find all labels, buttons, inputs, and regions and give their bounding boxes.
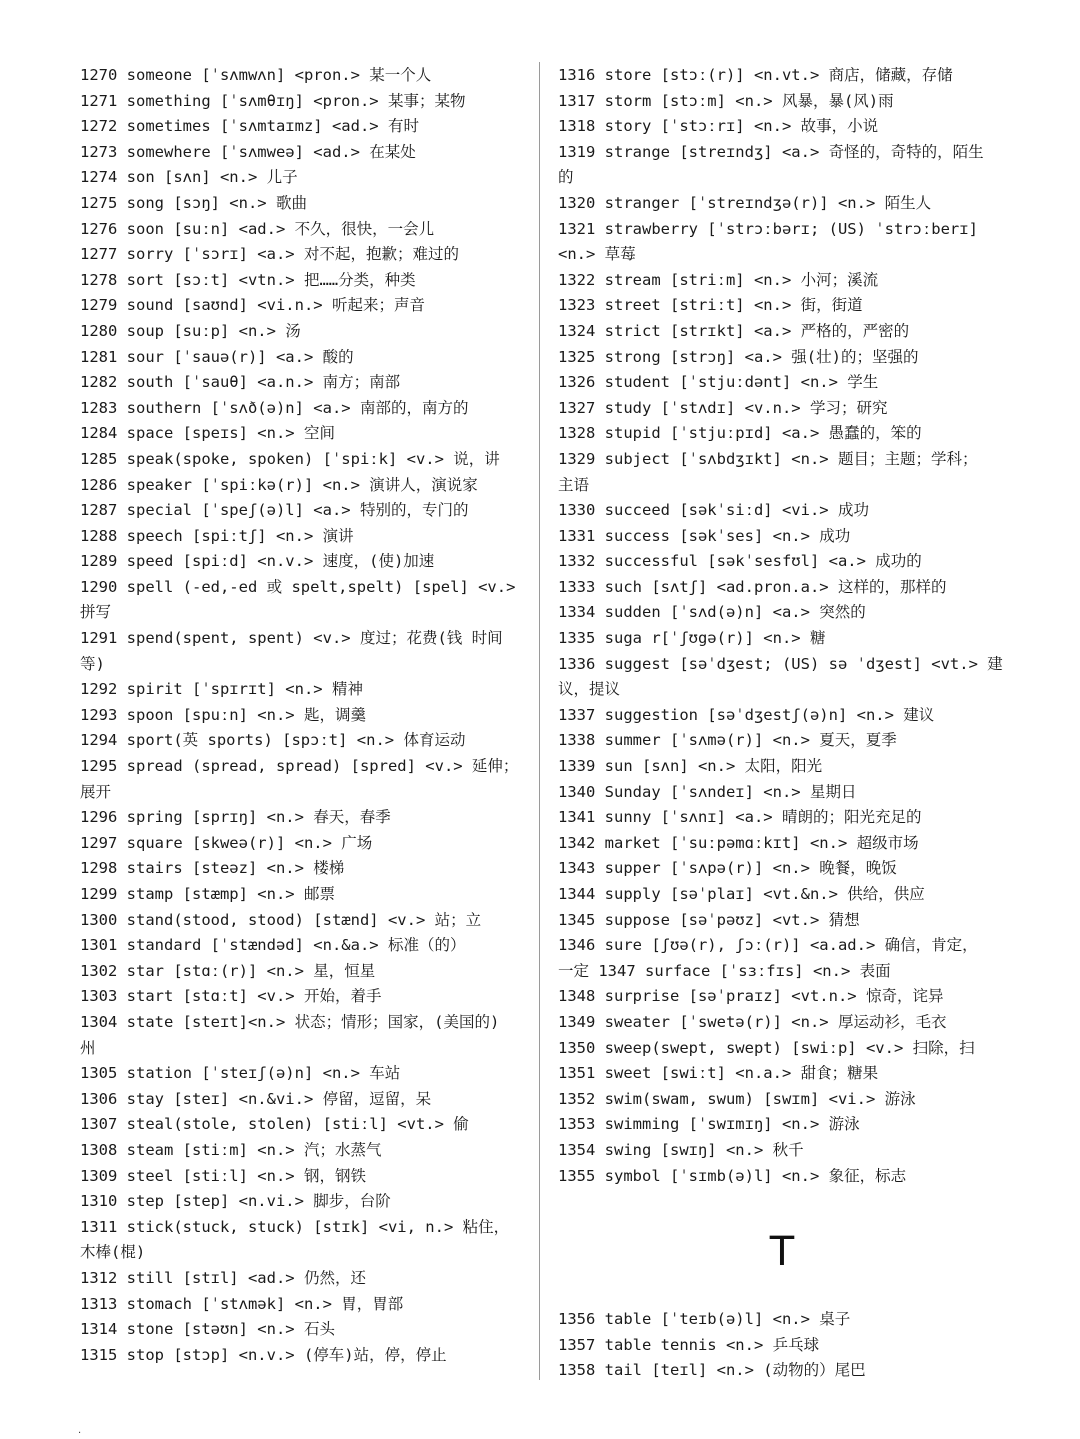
vocab-line: 1286 speaker [ˈspiːkə(r)] <n.> 演讲人，演说家 [80,475,478,494]
left-column [80,63,528,1368]
vocab-line: 1323 street [striːt] <n.> 街，街道 [558,296,863,315]
section-letter-heading: T [769,1229,795,1276]
vocab-line: <n.> 草莓 [558,245,636,264]
vocab-line: 1301 standard [ˈstændəd] <n.&a.> 标准（的） [80,936,466,955]
vocab-line: 1278 sort [sɔːt] <vtn.> 把……分类，种类 [80,270,416,289]
vocab-line: 1352 swim(swam, swum) [swɪm] <vi.> 游泳 [558,1089,916,1108]
vocab-line: 1273 somewhere [ˈsʌmweə] <ad.> 在某处 [80,142,416,161]
vocab-line: 1276 soon [suːn] <ad.> 不久，很快，一会儿 [80,219,435,238]
vocab-line: 1334 sudden [ˈsʌd(ə)n] <a.> 突然的 [558,603,866,622]
vocab-line: 1287 special [ˈspeʃ(ə)l] <a.> 特别的，专门的 [80,501,469,520]
vocab-line: 1342 market [ˈsuːpəmɑːkɪt] <n.> 超级市场 [558,833,919,852]
vocab-line: 拼写 [80,603,112,622]
vocab-line: 1332 successful [səkˈsesfʊl] <a.> 成功的 [558,552,922,571]
footer-mark: . [78,1425,82,1436]
vocab-line: 一定 1347 surface [ˈsɜːfɪs] <n.> 表面 [558,961,891,980]
vocab-line: 1336 suggest [səˈdʒest; (US) sə ˈdʒest] <vt.> 建 [558,654,1003,673]
vocab-line: 1288 speech [spiːtʃ] <n.> 演讲 [80,526,354,545]
vocab-line: 1296 spring [sprɪŋ] <n.> 春天，春季 [80,808,391,827]
vocab-line: 1328 stupid [ˈstjuːpɪd] <a.> 愚蠢的，笨的 [558,424,922,443]
vocab-line: 1300 stand(stood, stood) [stænd] <v.> 站；立 [80,910,482,929]
vocab-line: 1272 sometimes [ˈsʌmtaɪmz] <ad.> 有时 [80,117,419,136]
vocab-line: 1299 stamp [stæmp] <n.> 邮票 [80,885,335,903]
vocab-line: 1333 such [sʌtʃ] <ad.pron.a.> 这样的，那样的 [558,577,947,596]
vocab-line: 1307 steal(stole, stolen) [stiːl] <vt.> 偷 [80,1115,469,1134]
vocab-line: 1319 strange [streɪndʒ] <a.> 奇怪的，奇特的，陌生 [558,142,984,161]
vocab-line: 的 [558,168,574,187]
vocab-line: 1275 song [sɔŋ] <n.> 歌曲 [80,193,307,212]
vocab-line: 1291 spend(spent, spent) <v.> 度过；花费(钱 时间 [80,629,503,648]
vocab-line: 1277 sorry [ˈsɔrɪ] <a.> 对不起，抱歉；难过的 [80,245,459,264]
vocab-line: 1289 speed [spiːd] <n.v.> 速度，(使)加速 [80,552,435,571]
vocab-line: 1320 stranger [ˈstreɪndʒə(r)] <n.> 陌生人 [558,193,932,212]
vocab-line: 1279 sound [saʊnd] <vi.n.> 听起来；声音 [80,296,425,315]
vocab-line: 1349 sweater [ˈswetə(r)] <n.> 厚运动衫，毛衣 [558,1012,947,1031]
vocab-line: 1324 strict [strɪkt] <a.> 严格的，严密的 [558,321,910,340]
vocab-line: 1356 table [ˈteɪb(ə)l] <n.> 桌子 [558,1310,851,1329]
vocab-line: 1285 speak(spoke, spoken) [ˈspiːk] <v.> 说，讲 [80,449,500,468]
right-column-entries [558,63,1006,1189]
vocab-line: 1281 sour [ˈsauə(r)] <a.> 酸的 [80,347,354,366]
vocab-line: 1330 succeed [səkˈsiːd] <vi.> 成功 [558,501,869,520]
vocab-line: 1312 still [stɪl] <ad.> 仍然，还 [80,1268,366,1287]
vocab-line: 1354 swing [swɪŋ] <n.> 秋千 [558,1140,804,1159]
vocab-line: 1297 square [skweə(r)] <n.> 广场 [80,833,373,852]
vocab-line: 主语 [558,475,590,494]
vocab-line: 木棒(棍) [80,1243,146,1262]
right-column [558,63,1006,1384]
vocab-line: 1315 stop [stɔp] <n.v.> (停车)站，停，停止 [80,1345,447,1364]
vocab-line: 1280 soup [suːp] <n.> 汤 [80,321,301,340]
vocab-line: 1302 star [stɑː(r)] <n.> 星，恒星 [80,961,376,980]
vocab-line: 1326 student [ˈstjuːdənt] <n.> 学生 [558,373,879,392]
vocab-line: 1303 start [stɑːt] <v.> 开始，着手 [80,987,382,1006]
vocab-line: 1310 step [step] <n.vi.> 脚步，台阶 [80,1192,391,1211]
vocab-line: 1322 stream [striːm] <n.> 小河；溪流 [558,270,879,289]
vocab-line: 1290 spell (-ed,-ed 或 spelt,spelt) [spel] <v.> [80,577,516,596]
vocab-line: 1321 strawberry [ˈstrɔːbərɪ; (US) ˈstrɔːberɪ] [558,219,978,238]
vocab-line: 1329 subject [ˈsʌbdʒɪkt] <n.> 题目；主题；学科； [558,449,978,468]
vocab-line: 1311 stick(stuck, stuck) [stɪk] <vi, n.> 粘住， [80,1217,510,1236]
vocab-line: 1341 sunny [ˈsʌnɪ] <a.> 晴朗的；阳光充足的 [558,808,922,827]
vocab-line: 等) [80,654,105,673]
vocab-line: 1294 sport(英 sports) [spɔːt] <n.> 体育运动 [80,731,466,750]
vocab-line: 州 [80,1038,96,1057]
vocab-line: 议，提议 [558,680,621,699]
vocab-line: 展开 [80,782,112,801]
vocab-line: 1345 suppose [səˈpəʊz] <vt.> 猜想 [558,910,860,929]
vocab-line: 1270 someone [ˈsʌmwʌn] <pron.> 某一个人 [80,66,432,84]
column-divider [539,62,540,1380]
vocab-line: 1283 southern [ˈsʌð(ə)n] <a.> 南部的，南方的 [80,398,469,417]
vocab-line: 1353 swimming [ˈswɪmɪŋ] <n.> 游泳 [558,1115,860,1134]
vocab-line: 1340 Sunday [ˈsʌndeɪ] <n.> 星期日 [558,782,857,801]
vocab-line: 1331 success [səkˈses] <n.> 成功 [558,526,851,545]
vocab-line: 1316 store [stɔː(r)] <n.vt.> 商店，储藏，存储 [558,66,953,84]
vocab-line: 1325 strong [strɔŋ] <a.> 强(壮)的；坚强的 [558,347,919,366]
vocab-line: 1306 stay [steɪ] <n.&vi.> 停留，逗留，呆 [80,1089,432,1108]
vocab-line: 1292 spirit [ˈspɪrɪt] <n.> 精神 [80,680,363,699]
vocab-line: 1284 space [speɪs] <n.> 空间 [80,424,335,443]
vocab-line: 1346 sure [ʃʊə(r), ʃɔː(r)] <a.ad.> 确信，肯定， [558,936,978,955]
vocab-line: 1348 surprise [səˈpraɪz] <vt.n.> 惊奇，诧异 [558,987,944,1006]
vocab-line: 1282 south [ˈsauθ] <a.n.> 南方；南部 [80,373,401,392]
vocab-line: 1338 summer [ˈsʌmə(r)] <n.> 夏天，夏季 [558,731,897,750]
vocab-line: 1314 stone [stəʊn] <n.> 石头 [80,1320,335,1339]
vocab-line: 1357 table tennis <n.> 乒乓球 [558,1335,820,1354]
vocab-line: 1344 supply [səˈplaɪ] <vt.&n.> 供给，供应 [558,885,925,903]
vocab-line: 1271 something [ˈsʌmθɪŋ] <pron.> 某事；某物 [80,91,466,110]
vocab-line: 1350 sweep(swept, swept) [swiːp] <v.> 扫除，扫 [558,1038,975,1057]
vocab-line: 1313 stomach [ˈstʌmək] <n.> 胃，胃部 [80,1294,404,1313]
vocab-line: 1295 spread (spread, spread) [spred] <v.> 延伸； [80,757,519,776]
vocab-line: 1274 son [sʌn] <n.> 儿子 [80,168,298,187]
vocab-line: 1355 symbol [ˈsɪmb(ə)l] <n.> 象征，标志 [558,1166,907,1185]
vocab-line: 1339 sun [sʌn] <n.> 太阳，阳光 [558,757,823,776]
vocab-line: 1308 steam [stiːm] <n.> 汽；水蒸气 [80,1140,382,1159]
vocab-line: 1335 suga r[ˈʃʊgə(r)] <n.> 糖 [558,629,826,648]
vocab-line: 1337 suggestion [səˈdʒestʃ(ə)n] <n.> 建议 [558,705,935,724]
vocab-line: 1351 sweet [swiːt] <n.a.> 甜食；糖果 [558,1064,879,1083]
vocab-line: 1343 supper [ˈsʌpə(r)] <n.> 晚餐，晚饭 [558,859,897,878]
vocab-line: 1327 study [ˈstʌdɪ] <v.n.> 学习；研究 [558,398,888,417]
vocab-line: 1358 tail [teɪl] <n.> (动物的）尾巴 [558,1361,866,1380]
right-column-t-entries [558,1307,1006,1384]
vocab-line: 1317 storm [stɔːm] <n.> 风暴，暴(风)雨 [558,91,894,110]
vocab-line: 1309 steel [stiːl] <n.> 钢，钢铁 [80,1166,366,1185]
vocab-line: 1304 state [steɪt]<n.> 状态；情形；国家，(美国的) [80,1012,500,1031]
vocab-line: 1305 station [ˈsteɪʃ(ə)n] <n.> 车站 [80,1064,401,1083]
vocab-line: 1318 story [ˈstɔːrɪ] <n.> 故事，小说 [558,117,879,136]
vocab-line: 1298 stairs [steəz] <n.> 楼梯 [80,859,345,878]
vocab-line: 1293 spoon [spuːn] <n.> 匙，调羹 [80,705,366,724]
